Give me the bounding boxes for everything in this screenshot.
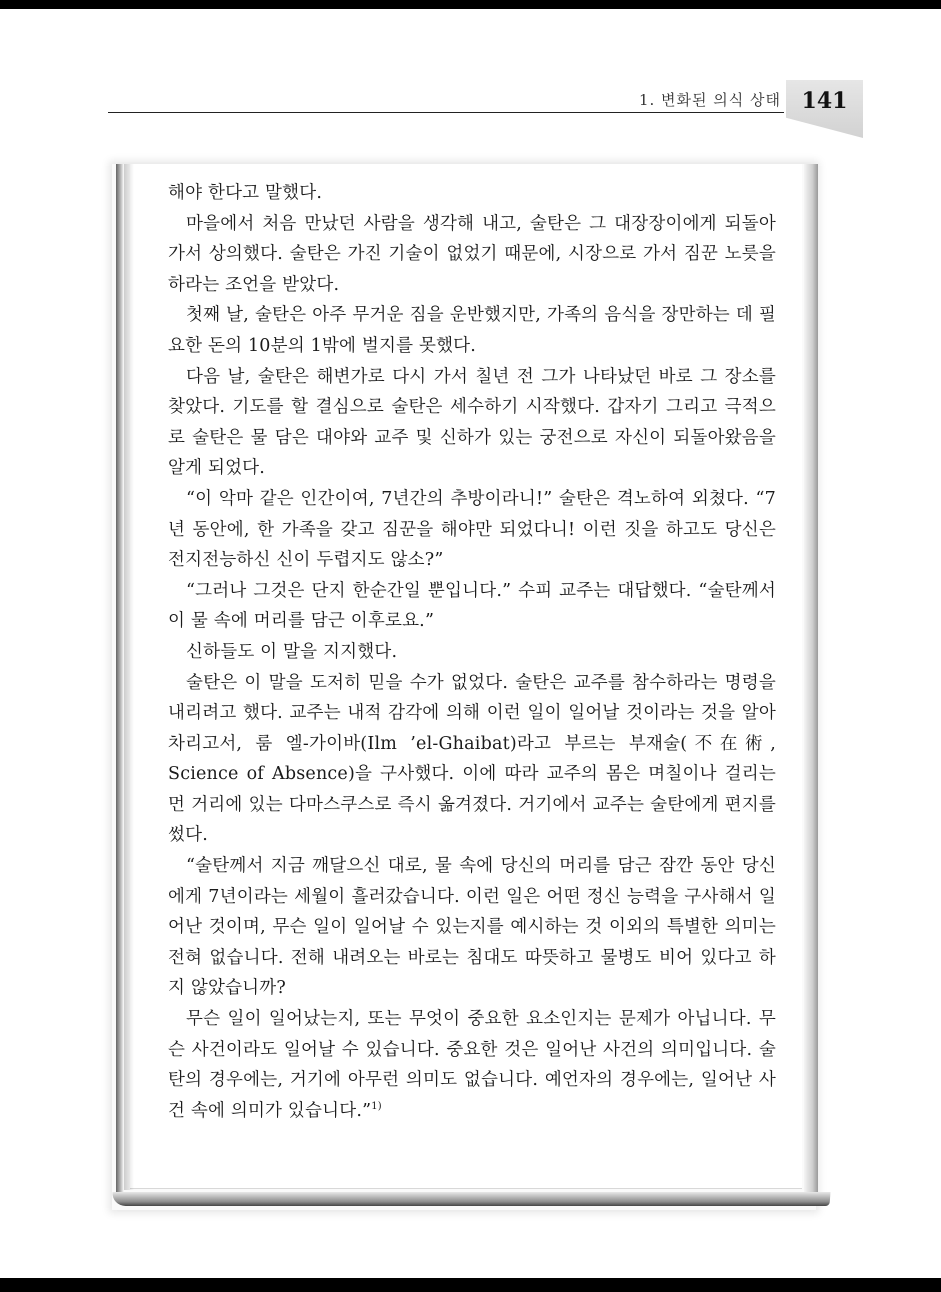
paragraph-text: 무슨 일이 일어났는지, 또는 무엇이 중요한 요소인지는 문제가 아닙니다. 무슨 사건이라도 일어날 수 있습니다. 중요한 것은 일어난 사건의 의미입니다. 술탄의 경우에는, 거기에 아무런 의미도 없습니다. 예언자의 경우에는, 일어난 사건 속에 의미가 있습니다.” [168,1009,776,1121]
quote-frame-inner-shadow [124,164,134,1190]
paragraph: 해야 한다고 말했다. [168,183,323,203]
footnote-marker[interactable]: 1) [371,1100,382,1112]
body-text [168,178,776,1126]
paragraph: 마을에서 처음 만났던 사람을 생각해 내고, 술탄은 그 대장장이에게 되돌아 가서 상의했다. 술탄은 가진 기술이 없었기 때문에, 시장으로 가서 짐꾼 노릇을 하라는 조언을 받았다. [168,213,776,295]
quote-frame-bottom-edge [112,1192,831,1206]
paragraph: “이 악마 같은 인간이여, 7년간의 추방이라니!” 술탄은 격노하여 외쳤다. “7년 동안에, 한 가족을 갖고 짐꾼을 해야만 되었다니! 이런 짓을 하고도 당신은 전지전능하신 신이 두렵지도 않소?” [168,488,776,571]
paragraph: 술탄은 이 말을 도저히 믿을 수가 없었다. 술탄은 교주를 참수하라는 명령을 내리려고 했다. 교주는 내적 감각에 의해 이런 일이 일어날 것이라는 것을 알아차리고서, 룸 엘-가이바(Ilm ’el-Ghaibat)라고 부르는 부재술(不在術, Science of Absence)을 구사했다. 이에 따라 교주의 몸은 며칠이나 걸리는 먼 거리에 있는 다마스쿠스로 즉시 옮겨졌다. 거기에서 교주는 술탄에게 편지를 썼다. [168,672,776,846]
quote-frame-right-edge [804,164,818,1198]
paragraph: “술탄께서 지금 깨달으신 대로, 물 속에 당신의 머리를 담근 잠깐 동안 당신에게 7년이라는 세월이 흘러갔습니다. 이런 일은 어떤 정신 능력을 구사해서 일어난 것이며, 무슨 일이 일어날 수 있는지를 예시하는 것 이외의 특별한 의미는 전혀 없습니다. 전해 내려오는 바로는 침대도 따뜻하고 물병도 비어 있다고 하지 않았습니까? [168,856,776,999]
top-black-border [0,0,941,9]
bottom-black-border [0,1278,941,1292]
paragraph: “그러나 그것은 단지 한순간일 뿐입니다.” 수피 교주는 대답했다. “술탄께서 이 물 속에 머리를 담근 이후로요.” [168,580,776,632]
running-header-title: 1. 변화된 의식 상태 [638,91,781,109]
page-number: 141 [801,88,848,114]
paragraph: 다음 날, 술탄은 해변가로 다시 가서 칠년 전 그가 나타났던 바로 그 장소를 찾았다. 기도를 할 결심으로 술탄은 세수하기 시작했다. 갑자기 그리고 극적으로 술탄은 물 담은 대야와 교주 및 신하가 있는 궁전으로 자신이 되돌아왔음을 알게 되었다. [168,366,776,479]
header-rule [108,112,784,113]
paragraph: 신하들도 이 말을 지지했다. [186,641,398,662]
quote-frame-left-edge [116,164,124,1198]
paragraph-last [168,1004,776,1126]
paragraph: 첫째 날, 술탄은 아주 무거운 짐을 운반했지만, 가족의 음식을 장만하는 데 필요한 돈의 10분의 1밖에 벌지를 못했다. [168,305,776,356]
